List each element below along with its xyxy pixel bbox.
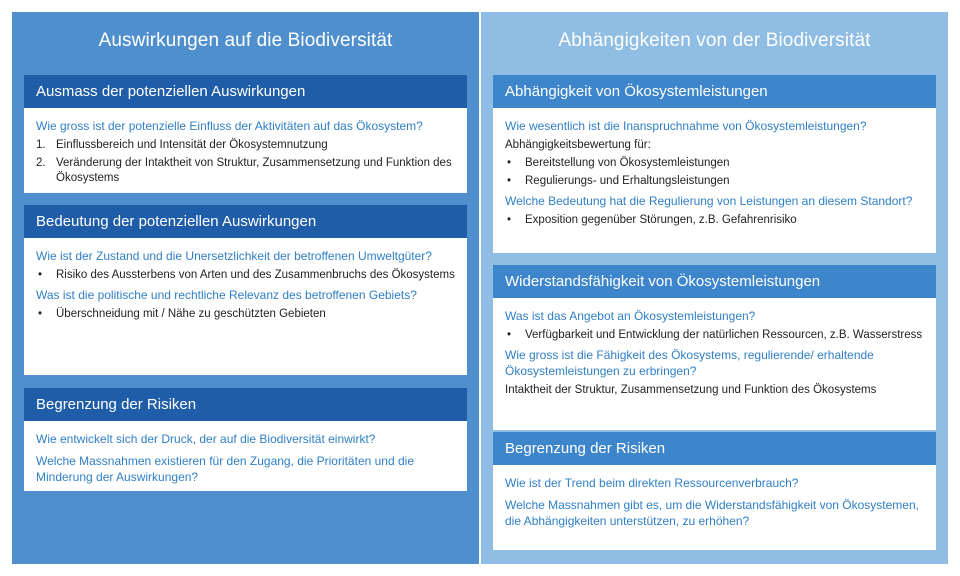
card-header: Bedeutung der potenziellen Auswirkungen	[24, 205, 467, 238]
question: Welche Bedeutung hat die Regulierung von Leistungen an diesem Standort?	[505, 194, 913, 208]
card-header: Begrenzung der Risiken	[24, 388, 467, 421]
risk-limitation-card-right	[493, 432, 936, 550]
question: Wie ist der Trend beim direkten Ressourcenverbrauch?	[505, 476, 799, 490]
question: Wie gross ist die Fähigkeit des Ökosystems, regulierende/ erhaltende Ökosystemleistungen zu erbringen?	[505, 348, 874, 378]
card-header: Begrenzung der Risiken	[493, 432, 936, 465]
question: Was ist das Angebot an Ökosystemleistungen?	[505, 309, 756, 323]
question: Was ist die politische und rechtliche Relevanz des betroffenen Gebiets?	[36, 288, 417, 302]
plain-text: Abhängigkeitsbewertung für:	[505, 139, 651, 151]
card-header: Widerstandsfähigkeit von Ökosystemleistungen	[493, 265, 936, 298]
bullet-list	[505, 213, 924, 228]
plain-text: Intaktheit der Struktur, Zusammensetzung und Funktion des Ökosystems	[505, 384, 877, 396]
question: Wie entwickelt sich der Druck, der auf die Biodiversität einwirkt?	[36, 432, 376, 446]
ecosystem-resilience-card	[493, 265, 936, 430]
question: Wie wesentlich ist die Inanspruchnahme von Ökosystemleistungen?	[505, 119, 867, 133]
bullet-list	[36, 307, 455, 322]
bullet-list	[505, 156, 924, 189]
bullet-list	[505, 328, 924, 343]
risk-limitation-card-left	[24, 388, 467, 491]
list-item: • Bereitstellung von Ökosystemleistungen	[507, 157, 730, 169]
list-item: • Risiko des Aussterbens von Arten und des Zusammenbruchs des Ökosystems	[38, 269, 455, 281]
list-item: • Exposition gegenüber Störungen, z.B. Gefahrenrisiko	[507, 214, 797, 226]
list-item: • Regulierungs- und Erhaltungsleistungen	[507, 175, 730, 187]
impacts-panel	[12, 12, 479, 564]
question: Wie gross ist der potenzielle Einfluss der Aktivitäten auf das Ökosystem?	[36, 119, 423, 133]
question: Wie ist der Zustand und die Unersetzlichkeit der betroffenen Umweltgüter?	[36, 249, 432, 263]
impact-significance-card	[24, 205, 467, 375]
list-item: • Verfügbarkeit und Entwicklung der natürlichen Ressourcen, z.B. Wasserstress	[507, 329, 923, 341]
ecosystem-dependency-card	[493, 75, 936, 253]
dependencies-panel	[481, 12, 948, 564]
list-item: • Überschneidung mit / Nähe zu geschützten Gebieten	[38, 308, 326, 320]
question: Welche Massnahmen gibt es, um die Widerstandsfähigkeit von Ökosystemen, die Abhängigkeiten unterstützen, zu erhöhen?	[505, 498, 919, 528]
card-header: Ausmass der potenziellen Auswirkungen	[24, 75, 467, 108]
impact-extent-card	[24, 75, 467, 193]
question: Welche Massnahmen existieren für den Zugang, die Prioritäten und die Minderung der Auswirkungen?	[36, 454, 414, 484]
numbered-list	[36, 138, 455, 186]
list-item: 2. Veränderung der Intaktheit von Struktur, Zusammensetzung und Funktion des Ökosystems	[36, 157, 452, 184]
card-header: Abhängigkeit von Ökosystemleistungen	[493, 75, 936, 108]
dependencies-panel-title: Abhängigkeiten von der Biodiversität	[558, 30, 871, 51]
impacts-panel-title: Auswirkungen auf die Biodiversität	[98, 30, 393, 51]
bullet-list	[36, 268, 455, 283]
list-item: 1. Einflussbereich und Intensität der Ökosystemnutzung	[36, 139, 328, 151]
